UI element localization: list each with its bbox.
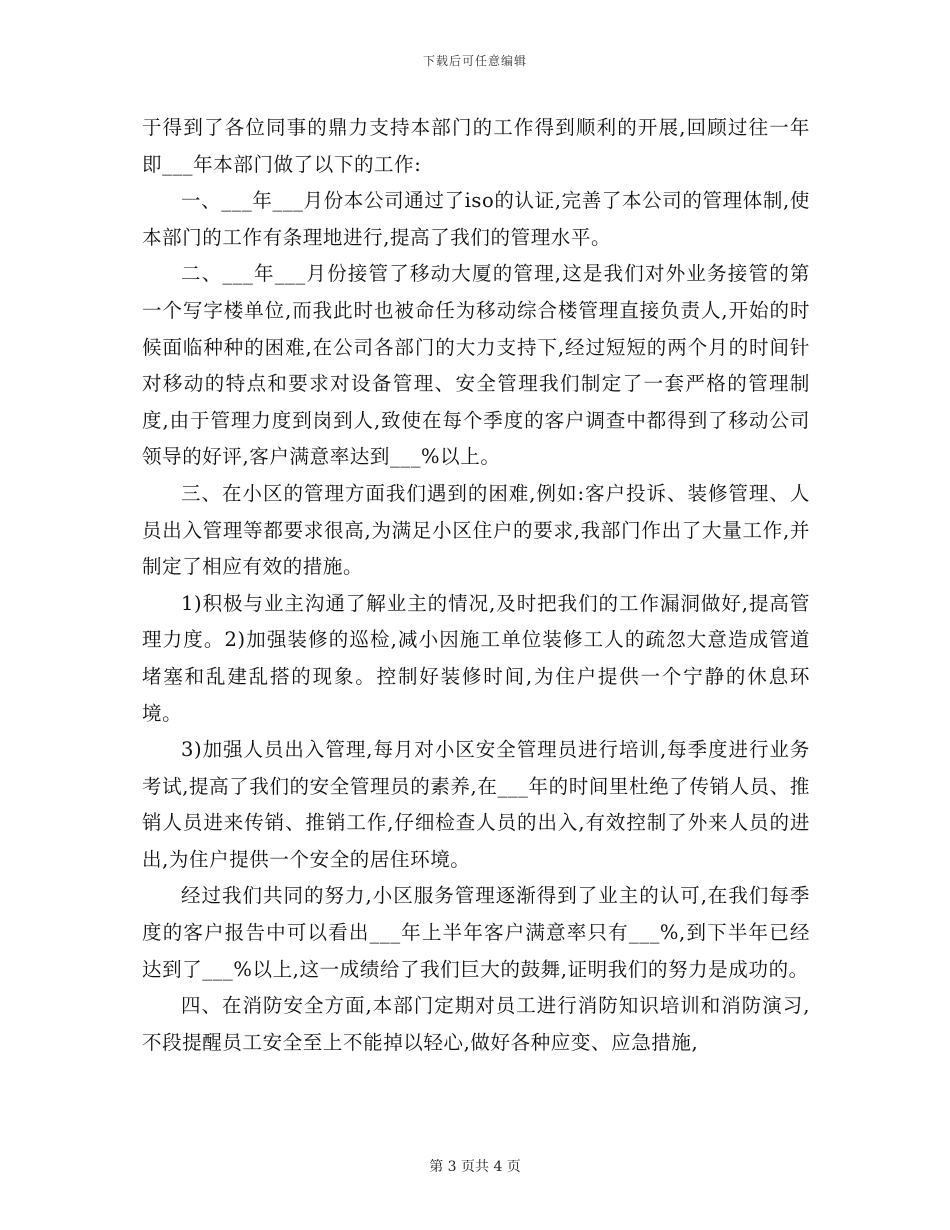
page-header: 下载后可任意编辑 (422, 54, 527, 68)
paragraph-item-1: 一、___年___月份本公司通过了iso的认证,完善了本公司的管理体制,使本部门的工作有条理地进行,提高了我们的管理水平。 (142, 189, 810, 249)
paragraph-results: 经过我们共同的努力,小区服务管理逐渐得到了业主的认可,在我们每季度的客户报告中可以看出___年上半年客户满意率只有___%,到下半年已经达到了___%以上,这一成绩给了我们巨大的鼓舞,证明我们的努力是成功的。 (142, 884, 810, 981)
paragraph-item-3: 三、在小区的管理方面我们遇到的困难,例如:客户投诉、装修管理、人员出入管理等都要求很高,为满足小区住户的要求,我部门作出了大量工作,并制定了相应有效的措施。 (142, 481, 810, 579)
paragraph-measure-3: 3)加强人员出入管理,每月对小区安全管理员进行培训,每季度进行业务考试,提高了我们的安全管理员的素养,在___年的时间里杜绝了传销人员、推销人员进来传销、推销工作,仔细检查人员的出入,有效控制了外来人员的进出,为住户提供一个安全的居住环境。 (142, 738, 810, 871)
paragraph-item-4: 四、在消防安全方面,本部门定期对员工进行消防知识培训和消防演习,不段提醒员工安全至上不能掉以轻心,做好各种应变、应急措施, (142, 994, 810, 1054)
page-number: 第 3 页共 4 页 (429, 1159, 521, 1175)
paragraph-item-2: 二、___年___月份接管了移动大厦的管理,这是我们对外业务接管的第一个写字楼单位,而我此时也被命任为移动综合楼管理直接负责人,开始的时候面临种种的困难,在公司各部门的大力支持下,经过短短的两个月的时间针对移动的特点和要求对设备管理、安全管理我们制定了一套严格的管理制度,由于管理力度到岗到人,致使在每个季度的客户调查中都得到了移动公司领导的好评,客户满意率达到___%以上。 (142, 262, 810, 469)
paragraph-continuation: 于得到了各位同事的鼎力支持本部门的工作得到顺利的开展,回顾过往一年即___年本部门做了以下的工作: (142, 116, 810, 176)
paragraph-measures-1-2: 1)积极与业主沟通了解业主的情况,及时把我们的工作漏洞做好,提高管理力度。2)加强装修的巡检,减小因施工单位装修工人的疏忽大意造成管道堵塞和乱建乱搭的现象。控制好装修时间,为住户提供一个宁静的休息环境。 (142, 591, 810, 725)
document-body (142, 110, 810, 1061)
